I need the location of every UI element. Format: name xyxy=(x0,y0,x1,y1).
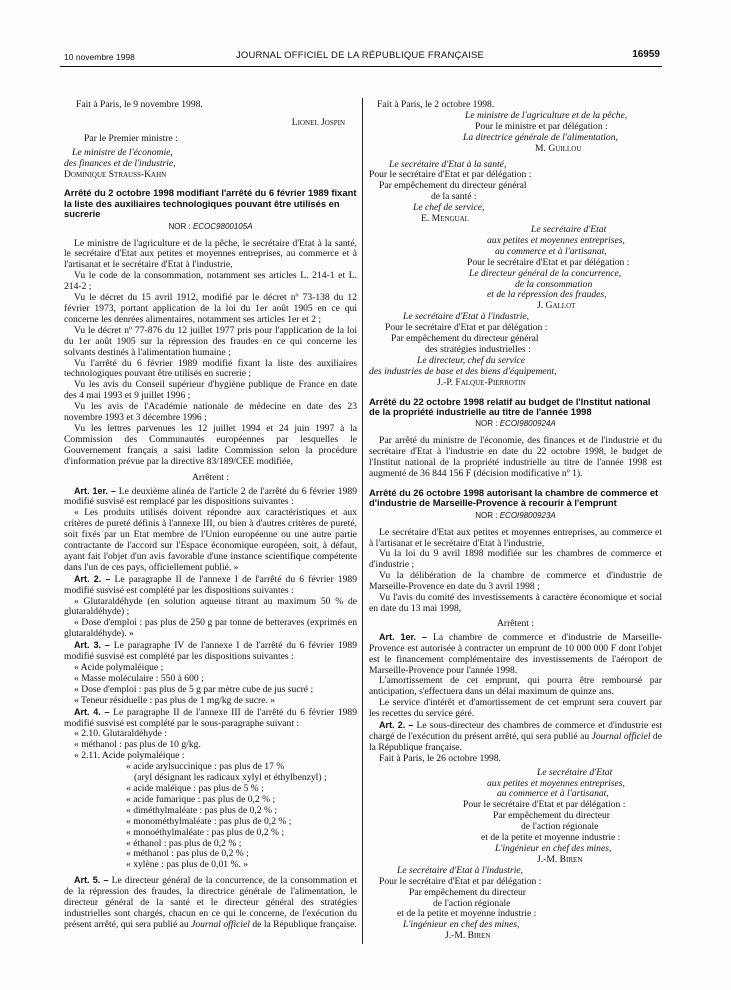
signature-line: et de la petite et moyenne industrie : xyxy=(481,832,621,844)
signature-line: de l'action régionale xyxy=(433,897,511,909)
header-date: 10 novembre 1998 xyxy=(64,52,135,62)
paragraph: Vu les avis du Conseil supérieur d'hygiène publique de France en date des 4 mai 1993 et 9 juillet 1996 ; xyxy=(64,379,357,402)
header-journal-title: JOURNAL OFFICIEL DE LA RÉPUBLIQUE FRANÇAISE xyxy=(235,50,485,61)
left-column xyxy=(64,100,357,931)
signature-line: de l'action régionale xyxy=(521,821,599,833)
signature-line: Le ministre de l'agriculture et de la pêche, xyxy=(465,109,628,121)
quote: « Les produits utilisés doivent répondre aux caractéristiques et aux critères de pureté définis à l'annexe III, ou bien à d'autres critères de pureté, soit fixés par un Etat membre de l'Union européenne ou une autre partie contractante de l'accord sur l'Espace économique européen, soit, à défaut, ayant fait l'objet d'un avis favorable d'une instance scientifique compétente dans l'un de ces pays, officiellement publié. » xyxy=(64,507,357,573)
signature-name: J. Gallot xyxy=(537,300,576,312)
list-item: (aryl désignant les radicaux xylyl et éthylbenzyl) ; xyxy=(134,772,327,784)
signature-line: des industries de base et des biens d'équipement, xyxy=(369,365,557,377)
paragraph: Vu l'avis du comité des investissements à caractère économique et social en date du 13 mai 1998, xyxy=(369,592,662,614)
quote: « Glutaraldéhyde (en solution aqueuse titrant au maximum 50 % de glutaraldéhyde) ; xyxy=(64,595,357,618)
article: Art. 2. – Le paragraphe II de l'annexe I de l'arrêté du 6 février 1989 modifié susvisé est complété par les dispositions suivantes : xyxy=(64,573,357,596)
arretent-heading: Arrêtent : xyxy=(191,471,230,483)
signature-name: J.-M. Biren xyxy=(537,853,583,865)
signature-line: aux petites et moyennes entreprises, xyxy=(487,777,625,789)
article: Art. 1er. – La chambre de commerce et d'industrie de Marseille-Provence est autorisée à contracter un emprunt de 10 000 000 F dont l'objet est le financement complémentaire des investissements de l'aéroport de Marseille-Provence pour l'année 1998. xyxy=(369,631,662,676)
nor-reference: NOR : ECOI9800923A xyxy=(475,510,556,520)
signature-name: Lionel Jospin xyxy=(291,116,345,128)
signature-date: Fait à Paris, le 9 novembre 1998. xyxy=(76,99,203,110)
quote: « méthanol : pas plus de 10 g/kg. xyxy=(74,739,201,751)
signature-line: Pour le ministre et par délégation : xyxy=(475,120,608,132)
nor-reference: NOR : ECOI9800924A xyxy=(475,419,556,429)
signature-line: L'ingénieur en chef des mines, xyxy=(495,843,612,854)
decree-title: Arrêté du 26 octobre 1998 autorisant la chambre de commerce et d'industrie de Marseille-Provence à recourir à l'emprunt xyxy=(369,486,659,509)
quote: « Teneur résiduelle : pas plus de 1 mg/kg de sucre. » xyxy=(74,694,276,706)
article: Art. 4. – Le paragraphe II de l'annexe III de l'arrêté du 6 février 1989 modifié susvisé est complété par le sous-paragraphe suivant : xyxy=(64,706,358,729)
signature-line: des finances et de l'industrie, xyxy=(64,157,176,169)
paragraph: Par arrêté du ministre de l'économie, des finances et de l'industrie et du secrétaire d'Etat à l'industrie en date du 22 octobre 1998, le budget de l'Institut national de la propriété industrielle au titre de l'année 1998 est augmenté de 36 844 156 F (décision modificative nº 1). xyxy=(369,435,662,479)
article: Art. 5. – Le directeur général de la concurrence, de la consommation et de la répression des fraudes, la directrice générale de l'alimentation, le directeur général de la santé et le directeur général des stratégies industrielles sont chargés, chacun en ce qui le concerne, de l'exécution du présent arrêté, qui sera publié au Journal officiel de la République française. xyxy=(64,875,357,930)
signature-line: Par empêchement du directeur xyxy=(409,886,526,898)
signature-line: Le secrétaire d'Etat à l'industrie, xyxy=(397,864,524,876)
paragraph: Le service d'intérêt et d'amortissement de cet emprunt sera couvert par les recettes du service géré. xyxy=(369,697,662,720)
list-item: « acide arylsuccinique : pas plus de 17 % xyxy=(126,761,285,773)
signature-line: Pour le secrétaire d'Etat et par délégation : xyxy=(369,169,532,181)
list-item: « méthanol : pas plus de 0,2 % ; xyxy=(126,848,249,860)
signature-name: Dominique Strauss-Kahn xyxy=(64,168,167,180)
signature-line: Par empêchement du directeur général xyxy=(379,180,527,192)
right-column xyxy=(369,100,662,942)
signature-line: Le directeur, chef du service xyxy=(417,354,526,366)
signature-line: Le secrétaire d'Etat xyxy=(531,223,607,235)
signature-line: Le ministre de l'économie, xyxy=(72,146,173,158)
signature-line: et de la petite et moyenne industrie : xyxy=(397,908,537,920)
article: Art. 1er. – Le deuxième alinéa de l'article 2 de l'arrêté du 6 février 1989 modifié susvisé est remplacé par les dispositions suivantes : xyxy=(64,485,357,508)
list-item: « acide fumarique : pas plus de 0,2 % ; xyxy=(126,793,276,805)
signature-line: Par empêchement du directeur xyxy=(493,810,610,822)
signature-line: Par empêchement du directeur général xyxy=(391,333,539,345)
paragraph: Le ministre de l'agriculture et de la pêche, le secrétaire d'Etat à la santé, le secrétaire d'Etat aux petites et moyennes entreprises, au commerce et à l'artisanat et le secrétaire d'Etat à l'industrie, xyxy=(64,237,357,271)
signature-line: Le secrétaire d'Etat à l'industrie, xyxy=(403,311,530,323)
column-divider xyxy=(362,98,363,944)
signature-line: au commerce et à l'artisanat, xyxy=(497,788,609,800)
list-item: « monoéthylmaléate : pas plus de 0,2 % ; xyxy=(126,826,284,838)
signature-line: au commerce et à l'artisanat, xyxy=(495,245,607,257)
paragraph: L'amortissement de cet emprunt, qui pourra être remboursé par anticipation, s'effectuera dans un délai maximum de quinze ans. xyxy=(369,675,662,698)
paragraph: Vu le décret du 15 avril 1912, modifié par le décret nº 73-138 du 12 février 1973, portant application de la loi du 1er août 1905 en ce qui concerne les denrées alimentaires, notamment ses articles 1er et 2 ; xyxy=(64,292,357,325)
paragraph: Vu les lettres parvenues les 12 juillet 1994 et 24 juin 1997 à la Commission des Communautés européennes par lesquelles le Gouvernement français a saisi ladite Commission selon la procédure d'information prévue par la directive 83/189/CEE modifiée, xyxy=(64,422,357,467)
signature-line: Par le Premier ministre : xyxy=(84,132,178,144)
arretent-heading: Arrêtent : xyxy=(496,617,535,629)
signature-line: Pour le secrétaire d'Etat et par délégation : xyxy=(467,256,630,268)
paragraph: Vu la loi du 9 avril 1898 modifiée sur les chambres de commerce et d'industrie ; xyxy=(369,548,662,571)
signature-name: E. Mengual xyxy=(421,213,469,225)
quote: « 2.10. Glutaraldéhyde : xyxy=(74,728,167,740)
signature-line: Le chef de service, xyxy=(413,202,485,214)
quote: « Masse moléculaire : 550 à 600 ; xyxy=(74,672,204,684)
paragraph: Vu le code de la consommation, notamment ses articles L. 214-1 et L. 214-2 ; xyxy=(64,270,357,293)
signature-line: aux petites et moyennes entreprises, xyxy=(487,234,625,246)
page-header xyxy=(60,50,660,64)
signature-line: et de la répression des fraudes, xyxy=(487,289,607,301)
paragraph: Vu la délibération de la chambre de commerce et d'industrie de Marseille-Provence en date du 3 avril 1998 ; xyxy=(369,570,662,593)
signature-date: Fait à Paris, le 2 octobre 1998. xyxy=(377,99,495,110)
list-item: « diméthylmaléate : pas plus de 0,2 % ; xyxy=(126,804,278,816)
signature-line: La directrice générale de l'alimentation, xyxy=(463,131,618,143)
signature-line: Le secrétaire d'Etat à la santé, xyxy=(389,158,507,170)
decree-title: Arrêté du 22 octobre 1998 relatif au budget de l'Institut national de la propriété industrielle au titre de l'année 1998 xyxy=(369,395,651,417)
list-item: « monométhylmaléate : pas plus de 0,2 % ; xyxy=(126,815,292,827)
signature-line: Pour le secrétaire d'Etat et par délégation : xyxy=(385,322,548,334)
header-page-number: 16959 xyxy=(632,49,660,60)
signature-line: Pour le secrétaire d'Etat et par délégation : xyxy=(463,799,626,811)
signature-name: J.-P. Falque-Pierrotin xyxy=(437,376,526,388)
paragraph: Le secrétaire d'Etat aux petites et moyennes entreprises, au commerce et à l'artisanat et le secrétaire d'Etat à l'industrie, xyxy=(369,526,662,549)
nor-reference: NOR : ECOC9800105A xyxy=(168,221,253,231)
list-item: « acide maléique : pas plus de 5 % ; xyxy=(126,782,264,794)
header-rule xyxy=(60,66,662,67)
list-item: « xylène : pas plus de 0,01 %. » xyxy=(126,859,249,871)
signature-line: de la santé : xyxy=(431,191,477,203)
article: Art. 2. – Le sous-directeur des chambres de commerce et d'industrie est chargé de l'exécution du présent arrêté, qui sera publié au Journal officiel de la République française. xyxy=(369,720,663,753)
quote: « 2.11. Acide polymaléique : xyxy=(74,750,185,762)
signature-line: Le secrétaire d'Etat xyxy=(537,766,613,778)
decree-title: Arrêté du 2 octobre 1998 modifiant l'arrêté du 6 février 1989 fixant la liste des auxiliaires technologiques pouvant être utilisés en sucrerie xyxy=(64,187,357,220)
signature-name: M. Guillou xyxy=(535,142,582,154)
quote: « Dose d'emploi : pas plus de 5 g par mètre cube de jus sucré ; xyxy=(74,683,314,695)
signature-line: Le directeur général de la concurrence, xyxy=(469,267,622,279)
signature-line: des stratégies industrielles : xyxy=(425,343,531,355)
signature-date: Fait à Paris, le 26 octobre 1998. xyxy=(379,752,502,764)
paragraph: Vu les avis de l'Académie nationale de médecine en date des 23 novembre 1993 et 3 décembre 1996 ; xyxy=(64,401,357,424)
list-item: « éthanol : pas plus de 0,2 % ; xyxy=(126,837,242,849)
signature-line: de la consommation xyxy=(515,278,593,290)
signature-name: J.-M. Biren xyxy=(445,930,491,942)
article: Art. 3. – Le paragraphe IV de l'annexe I de l'arrêté du 6 février 1989 modifié susvisé est complété par les dispositions suivantes : xyxy=(64,640,358,663)
signature-line: L'ingénieur en chef des mines, xyxy=(403,919,520,931)
signature-line: Pour le secrétaire d'Etat et par délégation : xyxy=(379,875,542,887)
quote: « Dose d'emploi : pas plus de 250 g par tonne de betteraves (exprimés en glutaraldéhyde). » xyxy=(64,617,357,640)
quote: « Acide polymaléique ; xyxy=(74,662,164,673)
paragraph: Vu l'arrêté du 6 février 1989 modifié fixant la liste des auxiliaires technologiques pouvant être utilisés en sucrerie ; xyxy=(64,357,357,380)
paragraph: Vu le décret nº 77-876 du 12 juillet 1977 pris pour l'application de la loi du 1er août 1905 sur la répression des fraudes en ce qui concerne les solvants destinés à l'alimentation humaine ; xyxy=(64,324,357,358)
